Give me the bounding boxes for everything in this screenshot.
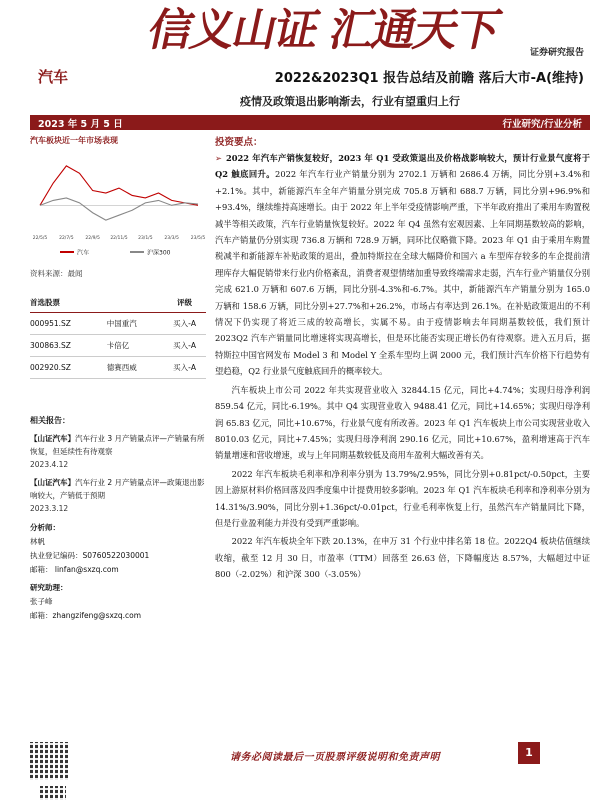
report-link[interactable]	[30, 476, 206, 502]
report-category: 行业研究/行业分析	[502, 119, 582, 130]
market-chart-svg	[30, 150, 206, 260]
x-tick-label: 23/3/5	[164, 236, 179, 241]
report-date: 2023 年 5 月 5 日	[38, 119, 123, 130]
paragraph: 汽车板块上市公司 2022 年共实现营业收入 32844.15 亿元，同比+4.74%；实现归母净利润 859.54 亿元，同比-6.19%。其中 Q4 实现营业收入 9488.41 亿元，同比+14.65%；实现归母净利润 65.83 亿元，同比+10.67%，行业景气度有所改善。2023 年 Q1 汽车板块上市公司实现营业收入 8010.03 亿元，同比+7.45%；实现归母净利润 290.16 亿元，同比+10.67%，盈利增速高于汽车销量增速和营收增速，或与上年同期基数较低及商用车盈利大幅改善有关。	[215, 384, 590, 461]
table-row	[30, 357, 206, 379]
paragraph	[215, 150, 590, 380]
brand-logo	[143, 0, 504, 56]
brand-text: 信义山证 汇通天下	[143, 5, 504, 56]
stock-code: 002920.SZ	[30, 357, 107, 379]
market-chart	[30, 150, 206, 260]
report-link[interactable]	[30, 432, 206, 458]
x-tick-label: 22/7/5	[59, 236, 74, 241]
report-text: 汽车行业 2 月产销量点评—政策退出影响较大，产销低于预期	[30, 478, 205, 500]
stock-table	[30, 293, 206, 379]
legend-label-1: 沪深300	[147, 249, 171, 257]
report-type: 证券研究报告	[529, 48, 584, 58]
report-subtitle: 疫情及政策退出影响渐去，行业有望重归上行	[240, 95, 460, 108]
report-date: 2023.3.12	[30, 504, 69, 513]
stock-rating: 买入-A	[163, 357, 206, 379]
analyst-cert: 执业登记编码：S0760522030001	[30, 551, 150, 560]
report-tag: 【山证汽车】	[30, 478, 75, 487]
stock-name: 中国重汽	[107, 313, 163, 335]
stock-code: 000951.SZ	[30, 313, 107, 335]
researcher-name: 张子峰	[30, 597, 53, 606]
header-bar	[30, 115, 590, 130]
report-title: 2022&2023Q1 报告总结及前瞻 落后大市-A(维持)	[274, 71, 584, 86]
analyst-label: 分析师：	[30, 523, 60, 532]
x-tick-label: 23/5/5	[190, 236, 206, 241]
report-date: 2023.4.12	[30, 460, 69, 469]
stock-header-rating: 评级	[163, 293, 206, 313]
x-tick-label: 22/5/5	[32, 236, 48, 241]
qr-code-icon	[40, 786, 66, 800]
report-text: 汽车行业 3 月产销量点评—产销量有所恢复，但延续性有待观察	[30, 434, 205, 456]
x-tick-label: 23/1/5	[138, 236, 153, 241]
sector-label: 汽车	[38, 68, 69, 86]
legend-label-0: 汽车	[77, 249, 90, 257]
stock-code: 300863.SZ	[30, 335, 107, 357]
paragraph: 2022 年汽车板块毛利率和净利率分别为 13.79%/2.95%，同比分别+0.81pct/-0.50pct，主要因上游原材料价格回落及四季度集中计提费用较多影响。2023 年 Q1 汽车板块毛利率和净利率分别为 14.31%/3.90%，同比分别+1.36pct/-0.01pct，行业毛利率恢复上行，虽然汽车产销量同比下降，但是行业盈利能力并没有受到严重影响。	[215, 468, 590, 528]
stock-rating: 买入-A	[163, 335, 206, 357]
analyst-name: 林帆	[30, 537, 45, 546]
left-column	[30, 132, 206, 623]
paragraph-lead: 2022 年汽车产销恢复较好，2023 年 Q1 受政策退出及价格战影响较大，预计行业景气度将于 Q2 触底回升。	[215, 153, 590, 180]
stock-header-code: 首选股票	[30, 293, 107, 313]
table-row	[30, 313, 206, 335]
stock-rating: 买入-A	[163, 313, 206, 335]
page-number: 1	[518, 742, 540, 764]
arrow-icon: ➢	[215, 153, 222, 163]
researcher-label: 研究助理：	[30, 583, 68, 592]
main-content	[215, 132, 590, 583]
series-line-0	[40, 166, 198, 205]
paragraph: 2022 年汽车板块全年下跌 20.13%，在申万 31 个行业中排名第 18 位。2022Q4 板块估值继续收缩，截至 12 月 30 日，市盈率（TTM）回落至 26.63 倍，下降幅度达 8.57%，大幅超过中证 800（-2.02%）和沪深 300（-3.05%）	[215, 536, 590, 580]
related-reports	[30, 415, 206, 513]
stock-name: 德赛西威	[107, 357, 163, 379]
researcher-email[interactable]: 邮箱：zhangzifeng@sxzq.com	[30, 611, 142, 620]
x-tick-label: 22/11/5	[110, 236, 128, 241]
chart-source: 资料来源：最闻	[30, 269, 83, 278]
stock-header-name	[107, 293, 163, 313]
table-row	[30, 335, 206, 357]
x-tick-label: 22/9/5	[85, 236, 100, 241]
related-title: 相关报告：	[30, 416, 70, 425]
paragraph-text: 2022 年汽车行业产销量分别为 2702.1 万辆和 2686.4 万辆，同比分别+3.4%和+2.1%。其中，新能源汽车全年产销量分别完成 705.8 万辆和 688.7 万辆，同比分别+96.9%和+93.4%，继续维持高速增长。由于 2022 年上半年受疫情影响严重，下半年政府推出了乘用车购置税减半等相关政策，汽车行业销量恢复较好。2022 年 Q4 虽然有宏观因素、上年同期基数较高的影响，汽车产销量仍分别实现 736.8 万辆和 728.9 万辆，同环比仅略微下降。2023 年 Q1 由于乘用车购置税减半和新能源车补贴政策的退出，叠加特斯拉在全球大幅降价和国六 a 车型库存较多的车企提前清理库存大幅促销带来行业内价格紊乱，消费者观望情绪加重导致终端需求走弱，汽车行业产销量仅分别完成 621.0 万辆和 607.6 万辆，同比分别-4.3%和-6.7%。其中，新能源汽车产销量分别为 165.0 万辆和 158.6 万辆，同比分别+27.7%和+26.2%，市场占有率达到 26.1%。在补贴政策退出的不利情况下仍实现了将近三成的较高增长，实属不易。由于疫情影响去年同期基数较低，我们预计 2023Q2 汽车产销量同比增速将实现高增长，但是环比能否实现正增长仍有待观察。进入五月后，据特斯拉中国官网发布 Model 3 和 Model Y 全系车型均上调 2000 元，我们预计汽车价格下行趋势有望趋稳，Q2 行业景气度触底回升的概率较大。	[215, 169, 590, 377]
report-tag: 【山证汽车】	[30, 434, 75, 443]
qr-code-icon	[30, 742, 68, 780]
analyst-info	[30, 521, 206, 623]
disclaimer: 请务必阅读最后一页股票评级说明和免责声明	[230, 752, 440, 763]
footer	[30, 742, 590, 800]
stock-name: 卡倍亿	[107, 335, 163, 357]
stock-table-header	[30, 293, 206, 313]
analyst-email[interactable]: 邮箱： linfan@sxzq.com	[30, 565, 119, 574]
points-title: 投资要点：	[215, 137, 263, 148]
chart-title: 汽车板块近一年市场表现	[30, 136, 118, 145]
